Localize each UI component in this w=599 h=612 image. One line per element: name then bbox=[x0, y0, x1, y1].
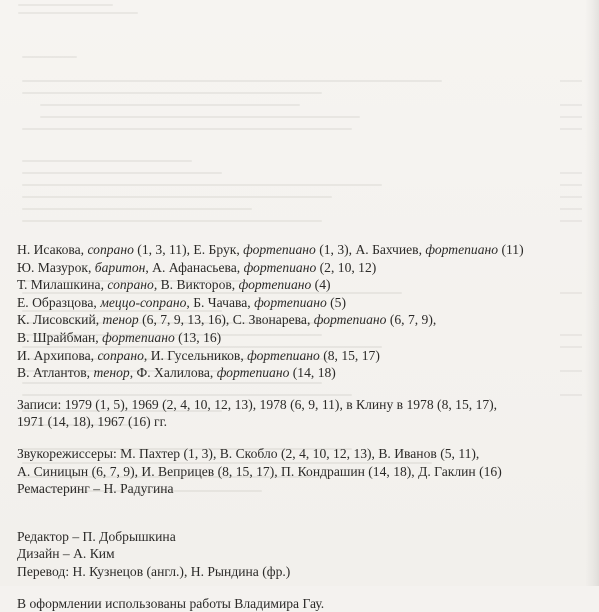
ghost-line bbox=[22, 128, 352, 130]
performer-text: Н. Исакова, bbox=[17, 242, 87, 257]
performer-role: фортепиано bbox=[217, 365, 290, 380]
ghost-number bbox=[560, 184, 582, 186]
ghost-line bbox=[40, 104, 300, 106]
performer-text: , А. Афанасьева, bbox=[145, 260, 243, 275]
performer-text: Е. Образцова, bbox=[17, 295, 100, 310]
performer-line bbox=[17, 329, 592, 347]
recordings-line: 1971 (14, 18), 1967 (16) гг. bbox=[17, 413, 592, 431]
performer-line bbox=[17, 311, 592, 329]
performer-text: Т. Милашкина, bbox=[17, 277, 107, 292]
ghost-line bbox=[22, 92, 322, 94]
ghost-number bbox=[560, 220, 582, 222]
ghost-number bbox=[560, 128, 582, 130]
editor-credit: Редактор – П. Добрышкина bbox=[17, 528, 592, 546]
performer-line bbox=[17, 241, 592, 259]
performer-text: (1, 3, 11), Е. Брук, bbox=[134, 242, 243, 257]
performers-list bbox=[17, 241, 592, 382]
performer-role: фортепиано bbox=[425, 242, 498, 257]
performer-text: (4) bbox=[311, 277, 330, 292]
performer-role: тенор bbox=[93, 365, 129, 380]
performer-line bbox=[17, 294, 592, 312]
performer-text: В. Шрайбман, bbox=[17, 330, 102, 345]
engineers-paragraph bbox=[17, 445, 592, 498]
credits-block bbox=[17, 241, 592, 612]
ghost-line bbox=[22, 184, 382, 186]
performer-role: баритон bbox=[95, 260, 146, 275]
performer-role: фортепиано bbox=[102, 330, 175, 345]
recordings-line: Записи: 1979 (1, 5), 1969 (2, 4, 10, 12, 13), 1978 (6, 9, 11), в Клину в 1978 (8, 15, 17), bbox=[17, 396, 592, 414]
performer-text: В. Атлантов, bbox=[17, 365, 93, 380]
translation-credit: Перевод: Н. Кузнецов (англ.), Н. Рындина (фр.) bbox=[17, 563, 592, 581]
performer-text: , В. Викторов, bbox=[154, 277, 239, 292]
ghost-line bbox=[22, 196, 332, 198]
performer-role: фортепиано bbox=[254, 295, 327, 310]
ghost-number bbox=[560, 172, 582, 174]
engineers-line: Звукорежиссеры: М. Пахтер (1, 3), В. Скобло (2, 4, 10, 12, 13), В. Иванов (5, 11), bbox=[17, 445, 592, 463]
performer-role: фортепиано bbox=[239, 277, 312, 292]
performer-line bbox=[17, 259, 592, 277]
remastering-line: Ремастеринг – Н. Радугина bbox=[17, 480, 592, 498]
performer-role: фортепиано bbox=[244, 260, 317, 275]
ghost-number bbox=[560, 116, 582, 118]
ghost-line bbox=[22, 208, 252, 210]
ghost-number bbox=[560, 208, 582, 210]
performer-role: меццо-сопрано bbox=[100, 295, 186, 310]
performer-text: (5) bbox=[327, 295, 346, 310]
performer-text: , Ф. Халилова, bbox=[130, 365, 217, 380]
ghost-line bbox=[22, 172, 222, 174]
performer-role: сопрано bbox=[87, 242, 133, 257]
ghost-line bbox=[18, 12, 138, 14]
ghost-line bbox=[40, 116, 360, 118]
performer-role: сопрано bbox=[107, 277, 153, 292]
performer-line bbox=[17, 276, 592, 294]
performer-text: (1, 3), А. Бахчиев, bbox=[316, 242, 426, 257]
performer-text: (6, 7, 9), bbox=[386, 312, 436, 327]
ghost-number bbox=[560, 196, 582, 198]
design-note: В оформлении использованы работы Владимира Гау. bbox=[17, 595, 592, 612]
ghost-line bbox=[18, 4, 113, 6]
performer-text: К. Лисовский, bbox=[17, 312, 103, 327]
performer-role: фортепиано bbox=[247, 348, 320, 363]
performer-text: (13, 16) bbox=[175, 330, 221, 345]
performer-text: (2, 10, 12) bbox=[316, 260, 376, 275]
performer-text: (6, 7, 9, 13, 16), С. Звонарева, bbox=[139, 312, 314, 327]
recordings-paragraph bbox=[17, 396, 592, 431]
ghost-line bbox=[22, 160, 192, 162]
ghost-number bbox=[560, 104, 582, 106]
performer-role: сопрано bbox=[97, 348, 143, 363]
performer-role: фортепиано bbox=[243, 242, 316, 257]
performer-text: Ю. Мазурок, bbox=[17, 260, 95, 275]
performer-text: (11) bbox=[498, 242, 524, 257]
performer-text: (8, 15, 17) bbox=[320, 348, 380, 363]
engineers-line: А. Синицын (6, 7, 9), И. Веприцев (8, 15, 17), П. Кондрашин (14, 18), Д. Гаклин (16) bbox=[17, 463, 592, 481]
performer-line bbox=[17, 364, 592, 382]
performer-text: , И. Гусельников, bbox=[144, 348, 247, 363]
performer-text: И. Архипова, bbox=[17, 348, 97, 363]
performer-text: (14, 18) bbox=[289, 365, 335, 380]
performer-text: , Б. Чачава, bbox=[186, 295, 254, 310]
ghost-number bbox=[560, 80, 582, 82]
performer-line bbox=[17, 347, 592, 365]
design-credit: Дизайн – А. Ким bbox=[17, 545, 592, 563]
ghost-line bbox=[22, 56, 77, 58]
staff-credits bbox=[17, 528, 592, 581]
ghost-line bbox=[22, 80, 442, 82]
performer-role: тенор bbox=[103, 312, 139, 327]
ghost-line bbox=[22, 220, 322, 222]
performer-role: фортепиано bbox=[314, 312, 387, 327]
